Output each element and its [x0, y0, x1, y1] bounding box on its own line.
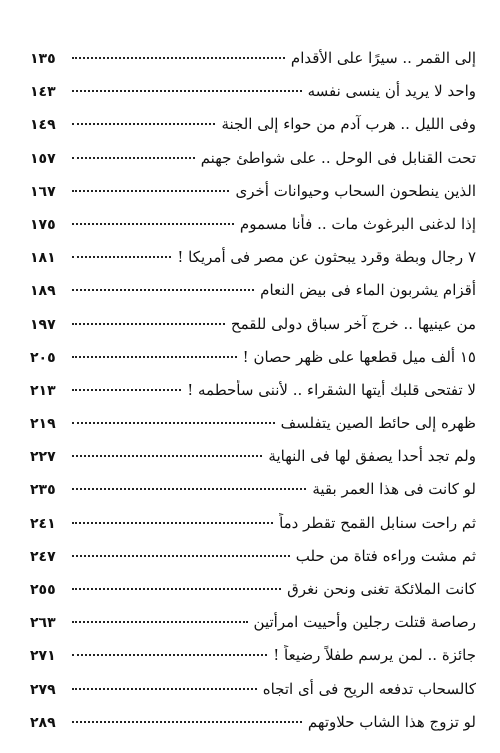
toc-entry-title: جائزة .. لمن يرسم طفلاً رضيعاً ! — [273, 646, 476, 665]
dot-leader — [72, 123, 215, 125]
toc-entry-page-number: ٢٧١ — [30, 648, 56, 665]
toc-entry-title: ولم تجد أحدا يصفق لها فى النهاية — [268, 447, 476, 466]
toc-entry-page-number: ٢١٩ — [30, 416, 56, 433]
toc-entry-title: كالسحاب تدفعه الريح فى أى اتجاه — [262, 679, 476, 698]
toc-entry — [30, 479, 476, 512]
table-of-contents — [30, 48, 476, 745]
toc-entry — [30, 280, 476, 313]
dot-leader — [72, 289, 254, 291]
toc-entry — [30, 679, 476, 712]
toc-entry-page-number: ١٥٧ — [30, 150, 56, 167]
toc-entry — [30, 546, 476, 579]
dot-leader — [72, 223, 234, 225]
toc-entry-title: ١٥ ألف ميل قطعها على ظهر حصان ! — [242, 347, 476, 366]
dot-leader — [72, 323, 225, 325]
toc-entry — [30, 148, 476, 181]
toc-entry-title: لو تزوج هذا الشاب حلاوتهم — [307, 712, 476, 731]
toc-entry — [30, 314, 476, 347]
toc-entry-page-number: ١٨١ — [30, 250, 56, 267]
toc-entry — [30, 446, 476, 479]
dot-leader — [72, 356, 237, 358]
dot-leader — [72, 422, 275, 424]
toc-entry-title: واحد لا يريد أن ينسى نفسه — [307, 82, 476, 101]
toc-entry-page-number: ٢٤١ — [30, 515, 56, 532]
toc-entry-page-number: ٢٨٩ — [30, 714, 56, 731]
toc-entry-title: ٧ رجال وبطة وقرد يبحثون عن مصر فى أمريكا ! — [177, 248, 476, 267]
toc-entry-page-number: ١٨٩ — [30, 283, 56, 300]
toc-entry-title: ثم مشت وراءه فتاة من حلب — [295, 546, 476, 565]
toc-entry — [30, 81, 476, 114]
toc-entry — [30, 380, 476, 413]
toc-entry — [30, 513, 476, 546]
toc-entry-page-number: ٢٤٧ — [30, 548, 56, 565]
toc-entry — [30, 114, 476, 147]
toc-entry — [30, 712, 476, 745]
dot-leader — [72, 190, 229, 192]
toc-entry-title: ظهره إلى حائط الصين يتفلسف — [280, 414, 476, 433]
toc-entry-title: لا تفتحى قلبك أيتها الشقراء .. لأننى سأحطمه ! — [187, 380, 476, 399]
toc-entry-title: إلى القمر .. سيرًا على الأقدام — [290, 49, 476, 67]
dot-leader — [72, 654, 267, 656]
toc-entry — [30, 612, 476, 645]
dot-leader — [72, 588, 281, 590]
toc-entry-page-number: ٢٣٥ — [30, 482, 56, 499]
dot-leader — [72, 455, 262, 457]
dot-leader — [72, 389, 181, 391]
toc-entry-title: إذا لدغنى البرغوث مات .. فأنا مسموم — [239, 214, 476, 233]
toc-entry-page-number: ١٤٣ — [30, 84, 56, 101]
toc-entry — [30, 48, 476, 81]
dot-leader — [72, 488, 306, 490]
toc-entry-page-number: ١٦٧ — [30, 183, 56, 200]
toc-entry — [30, 413, 476, 446]
dot-leader — [72, 688, 257, 690]
toc-entry-page-number: ١٧٥ — [30, 216, 56, 233]
dot-leader — [72, 90, 302, 92]
toc-entry-title: كانت الملائكة تغنى ونحن نغرق — [287, 580, 476, 598]
toc-entry — [30, 181, 476, 214]
dot-leader — [72, 522, 273, 524]
toc-entry-page-number: ٢٠٥ — [30, 349, 56, 366]
dot-leader — [72, 721, 302, 723]
toc-entry-title: الذين ينطحون السحاب وحيوانات أخرى — [235, 181, 476, 200]
dot-leader — [72, 57, 285, 59]
toc-entry-page-number: ٢٢٧ — [30, 449, 56, 466]
dot-leader — [72, 157, 195, 159]
toc-entry — [30, 214, 476, 247]
toc-entry-title: ثم راحت سنابل القمح تقطر دماً — [279, 513, 476, 532]
toc-entry-title: تحت القنابل فى الوحل .. على شواطئ جهنم — [200, 148, 476, 167]
toc-entry-title: من عينيها .. خرج آخر سباق دولى للقمح — [230, 314, 476, 333]
toc-entry-page-number: ٢١٣ — [30, 382, 56, 399]
toc-entry-page-number: ١٤٩ — [30, 117, 56, 134]
toc-entry-title: لو كانت فى هذا العمر بقية — [312, 480, 476, 499]
toc-entry-page-number: ١٣٥ — [30, 51, 56, 67]
toc-entry — [30, 579, 476, 612]
toc-entry — [30, 347, 476, 380]
toc-entry-page-number: ١٩٧ — [30, 316, 56, 333]
toc-entry-title: رصاصة قتلت رجلين وأحييت امرأتين — [253, 613, 476, 632]
dot-leader — [72, 555, 290, 557]
toc-entry-title: وفى الليل .. هرب آدم من حواء إلى الجنة — [221, 115, 476, 134]
toc-entry-page-number: ٢٧٩ — [30, 681, 56, 698]
toc-entry — [30, 645, 476, 678]
dot-leader — [72, 621, 248, 623]
toc-entry-title: أقزام يشربون الماء فى بيض النعام — [260, 281, 476, 300]
toc-entry-page-number: ٢٥٥ — [30, 582, 56, 598]
dot-leader — [72, 256, 171, 258]
toc-entry — [30, 247, 476, 280]
toc-entry-page-number: ٢٦٣ — [30, 615, 56, 632]
